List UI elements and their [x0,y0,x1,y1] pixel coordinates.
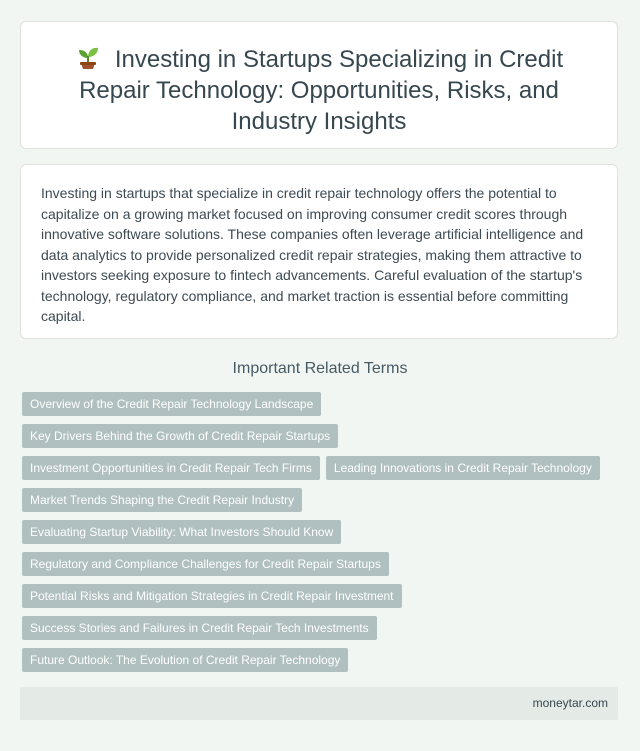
term-tag[interactable]: Future Outlook: The Evolution of Credit Repair Technology [22,648,348,672]
term-tag[interactable]: Investment Opportunities in Credit Repair Tech Firms [22,456,320,480]
term-row [22,552,622,584]
page-title [21,22,617,137]
term-row [22,520,622,552]
term-tag[interactable]: Regulatory and Compliance Challenges for Credit Repair Startups [22,552,389,576]
title-text: Investing in Startups Specializing in Credit Repair Technology: Opportunities, Risks, and Industry Insights [79,46,564,135]
term-tag[interactable]: Potential Risks and Mitigation Strategies in Credit Repair Investment [22,584,402,608]
term-row [22,648,622,680]
term-tag[interactable]: Evaluating Startup Viability: What Investors Should Know [22,520,341,544]
term-tag[interactable]: Key Drivers Behind the Growth of Credit Repair Startups [22,424,338,448]
term-row [22,456,622,488]
term-tag[interactable]: Overview of the Credit Repair Technology Landscape [22,392,321,416]
sprout-icon [75,44,101,70]
term-row [22,584,622,616]
term-tag[interactable]: Leading Innovations in Credit Repair Technology [326,456,600,480]
term-row [22,392,622,424]
title-card [20,21,618,149]
term-tag[interactable]: Success Stories and Failures in Credit Repair Tech Investments [22,616,377,640]
summary-card [20,164,618,339]
site-link[interactable]: moneytar.com [532,696,608,710]
term-row [22,488,622,520]
related-terms-list [22,392,622,680]
footer-bar [20,687,618,720]
summary-text: Investing in startups that specialize in credit repair technology offers the potential to capitalize on a growing market focused on improving consumer credit scores through innovative software solutions. These companies often leverage artificial intelligence and data analytics to provide personalized credit repair strategies, making them attractive to investors seeking exposure to fintech advancements. Careful evaluation of the startup's technology, regulatory compliance, and market traction is essential before committing capital. [41,185,584,324]
term-row [22,616,622,648]
term-tag[interactable]: Market Trends Shaping the Credit Repair Industry [22,488,302,512]
related-terms-heading: Important Related Terms [232,360,408,377]
term-row [22,424,622,456]
